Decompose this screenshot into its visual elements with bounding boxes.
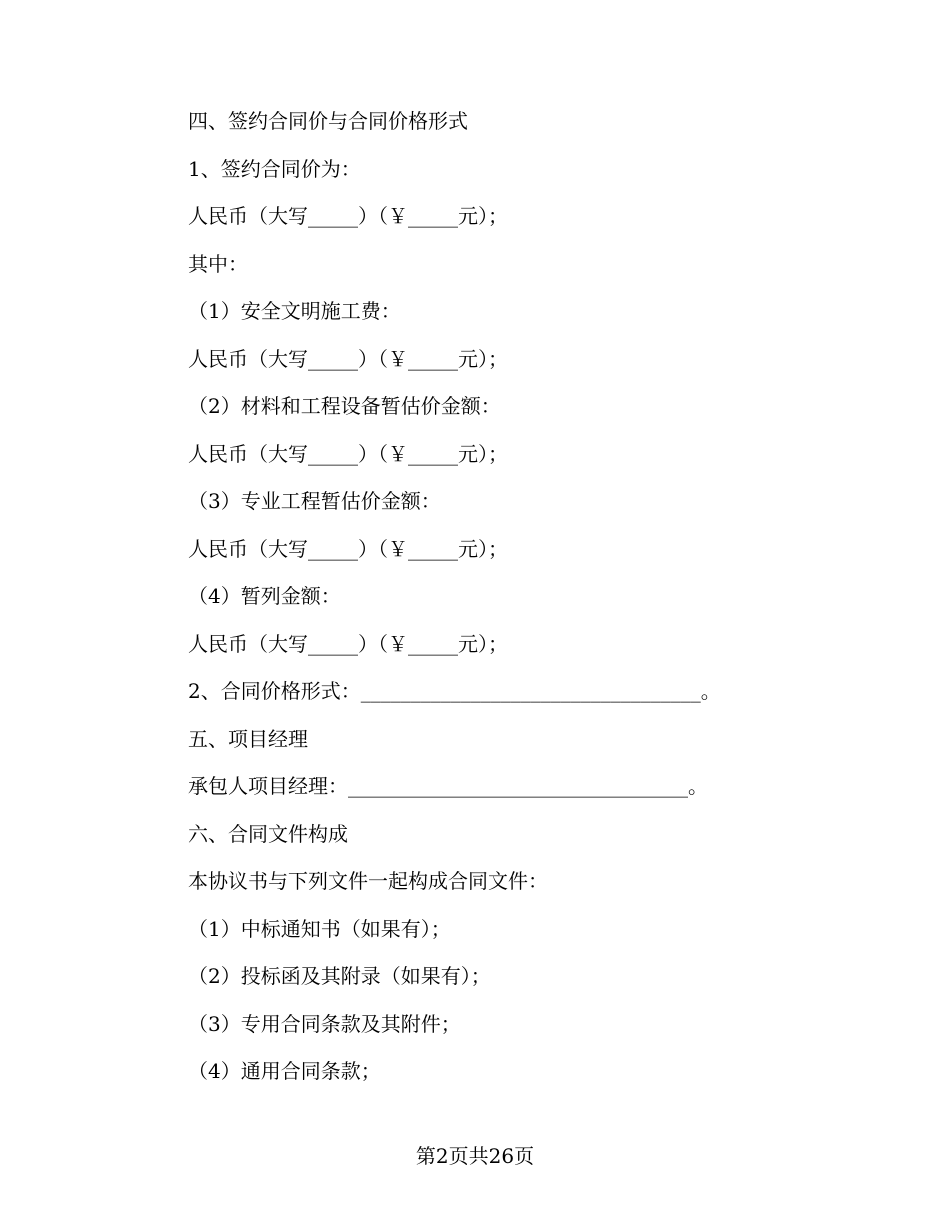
list-item: （2）投标函及其附录（如果有）； [188, 964, 491, 988]
list-item: （4）暂列金额： [188, 584, 341, 608]
clause-line: 2、合同价格形式：__________________________________。 [188, 679, 721, 703]
clause-line: 1、签约合同价为： [188, 156, 361, 181]
amount-line: 人民币（大写_____）（￥_____元）； [188, 536, 508, 561]
amount-line: 人民币（大写_____）（￥_____元）； [188, 204, 508, 228]
section-heading: 五、项目经理 [188, 726, 308, 751]
clause-line: 承包人项目经理：__________________________________。 [188, 774, 708, 798]
clause-line: 本协议书与下列文件一起构成合同文件： [188, 869, 548, 893]
list-item: （1）中标通知书（如果有）； [188, 916, 451, 941]
list-item: （1）安全文明施工费： [188, 299, 401, 323]
list-item: （3）专业工程暂估价金额： [188, 489, 441, 513]
list-item: （2）材料和工程设备暂估价金额： [188, 394, 501, 418]
amount-line: 人民币（大写_____）（￥_____元）； [188, 346, 508, 371]
document-body [188, 98, 788, 1096]
section-heading: 四、签约合同价与合同价格形式 [188, 109, 468, 133]
list-item: （3）专用合同条款及其附件； [188, 1011, 461, 1036]
page-number: 第2页共26页 [415, 1144, 535, 1168]
clause-line: 其中： [188, 251, 248, 276]
section-heading: 六、合同文件构成 [188, 821, 348, 846]
amount-line: 人民币（大写_____）（￥_____元）； [188, 441, 508, 466]
list-item: （4）通用合同条款； [188, 1059, 381, 1083]
amount-line: 人民币（大写_____）（￥_____元）； [188, 631, 508, 656]
